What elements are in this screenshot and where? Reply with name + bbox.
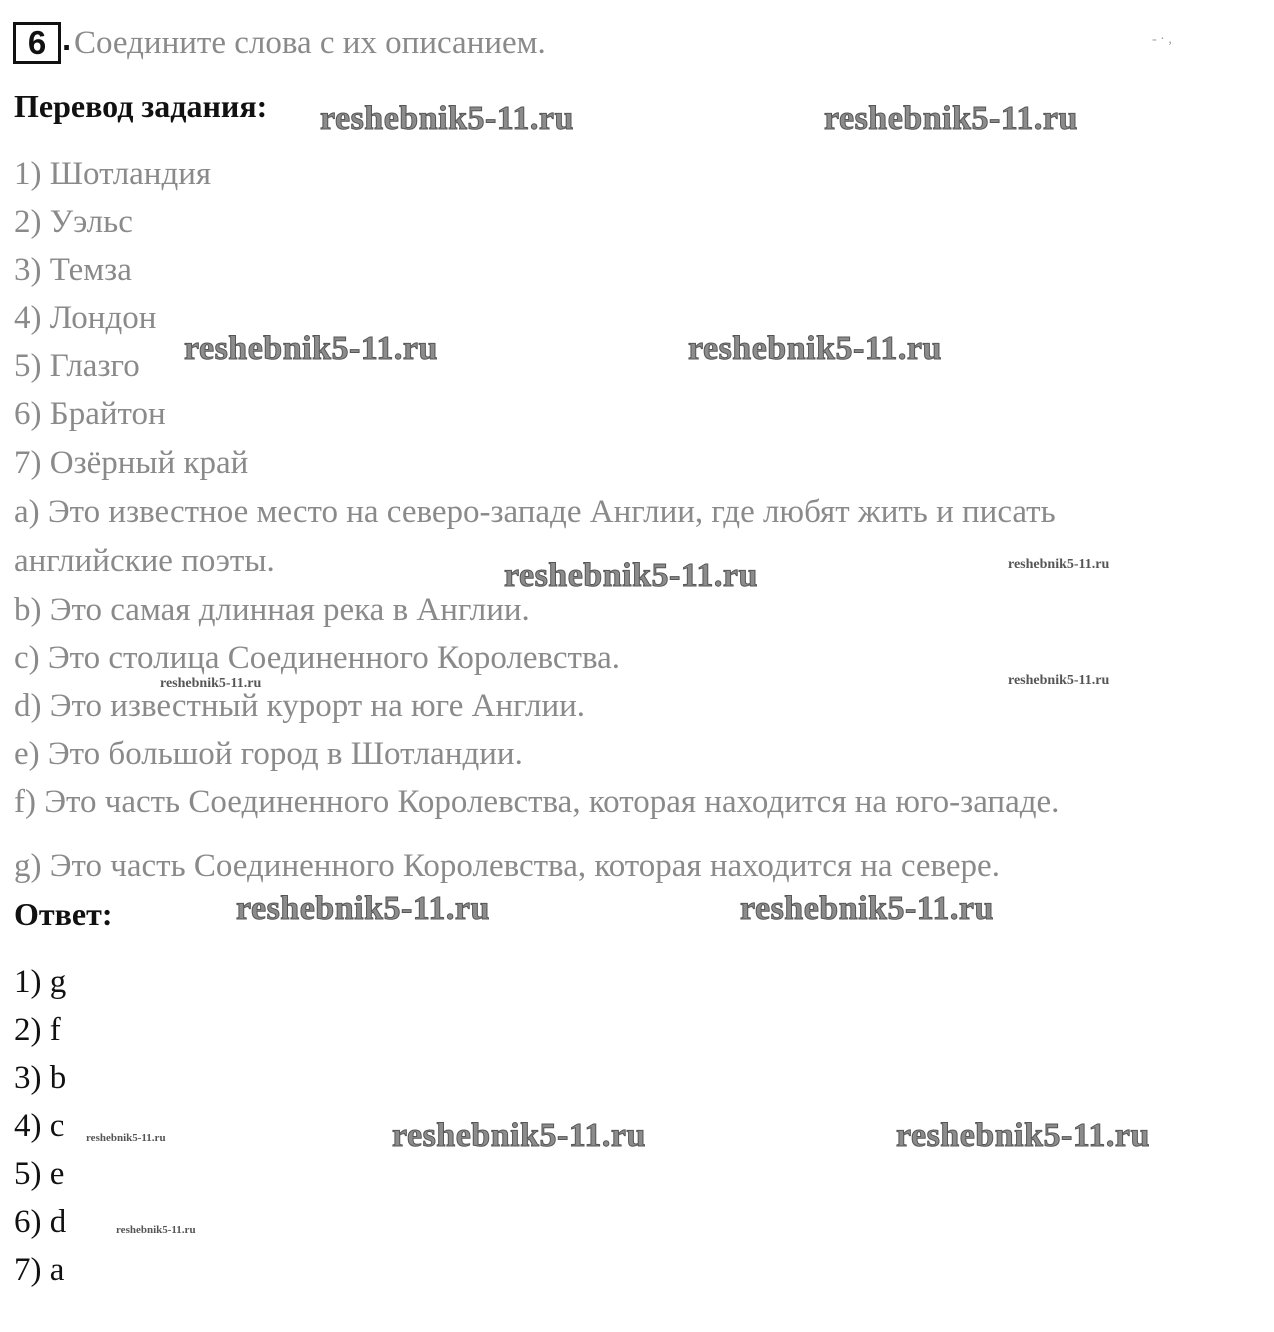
list-item: 6) Брайтон [14,396,166,432]
watermark: reshebnik5-11.ru [392,1117,646,1154]
watermark: reshebnik5-11.ru [86,1132,166,1144]
description-a-line1: a) Это известное место на северо-западе Англии, где любят жить и писать [14,494,1056,530]
list-item: 4) Лондон [14,300,157,336]
watermark: reshebnik5-11.ru [184,330,438,367]
list-item: 5) Глазго [14,348,140,384]
task-number-dot: . [62,20,72,57]
description-b: b) Это самая длинная река в Англии. [14,592,530,628]
watermark: reshebnik5-11.ru [688,330,942,367]
description-d: d) Это известный курорт на юге Англии. [14,688,586,724]
list-item: 1) Шотландия [14,156,212,192]
watermark: reshebnik5-11.ru [116,1224,196,1236]
answer-heading: Ответ: [14,896,113,932]
task-number-box: 6 [13,22,61,64]
answer-item: 7) a [14,1252,65,1288]
watermark: reshebnik5-11.ru [320,100,574,137]
answer-item: 2) f [14,1012,61,1048]
answer-item: 3) b [14,1060,67,1096]
answer-item: 1) g [14,964,67,1000]
answer-item: 6) d [14,1204,67,1240]
description-a-line2: английские поэты. [14,543,275,579]
list-item: 2) Уэльс [14,204,133,240]
answer-item: 4) c [14,1108,65,1144]
stray-mark: - · , [1152,32,1172,47]
list-item: 7) Озёрный край [14,445,249,481]
watermark: reshebnik5-11.ru [1008,673,1110,688]
description-g: g) Это часть Соединенного Королевства, которая находится на севере. [14,848,1000,884]
description-f: f) Это часть Соединенного Королевства, которая находится на юго-западе. [14,784,1060,820]
task-instruction: Соедините слова с их описанием. [74,25,546,61]
watermark: reshebnik5-11.ru [896,1117,1150,1154]
watermark: reshebnik5-11.ru [1008,557,1110,572]
description-e: e) Это большой город в Шотландии. [14,736,523,772]
list-item: 3) Темза [14,252,132,288]
answer-item: 5) e [14,1156,65,1192]
description-c: c) Это столица Соединенного Королевства. [14,640,621,676]
watermark: reshebnik5-11.ru [824,100,1078,137]
watermark: reshebnik5-11.ru [740,890,994,927]
watermark: reshebnik5-11.ru [160,676,262,691]
watermark: reshebnik5-11.ru [236,890,490,927]
watermark: reshebnik5-11.ru [504,557,758,594]
translation-heading: Перевод задания: [14,88,268,124]
